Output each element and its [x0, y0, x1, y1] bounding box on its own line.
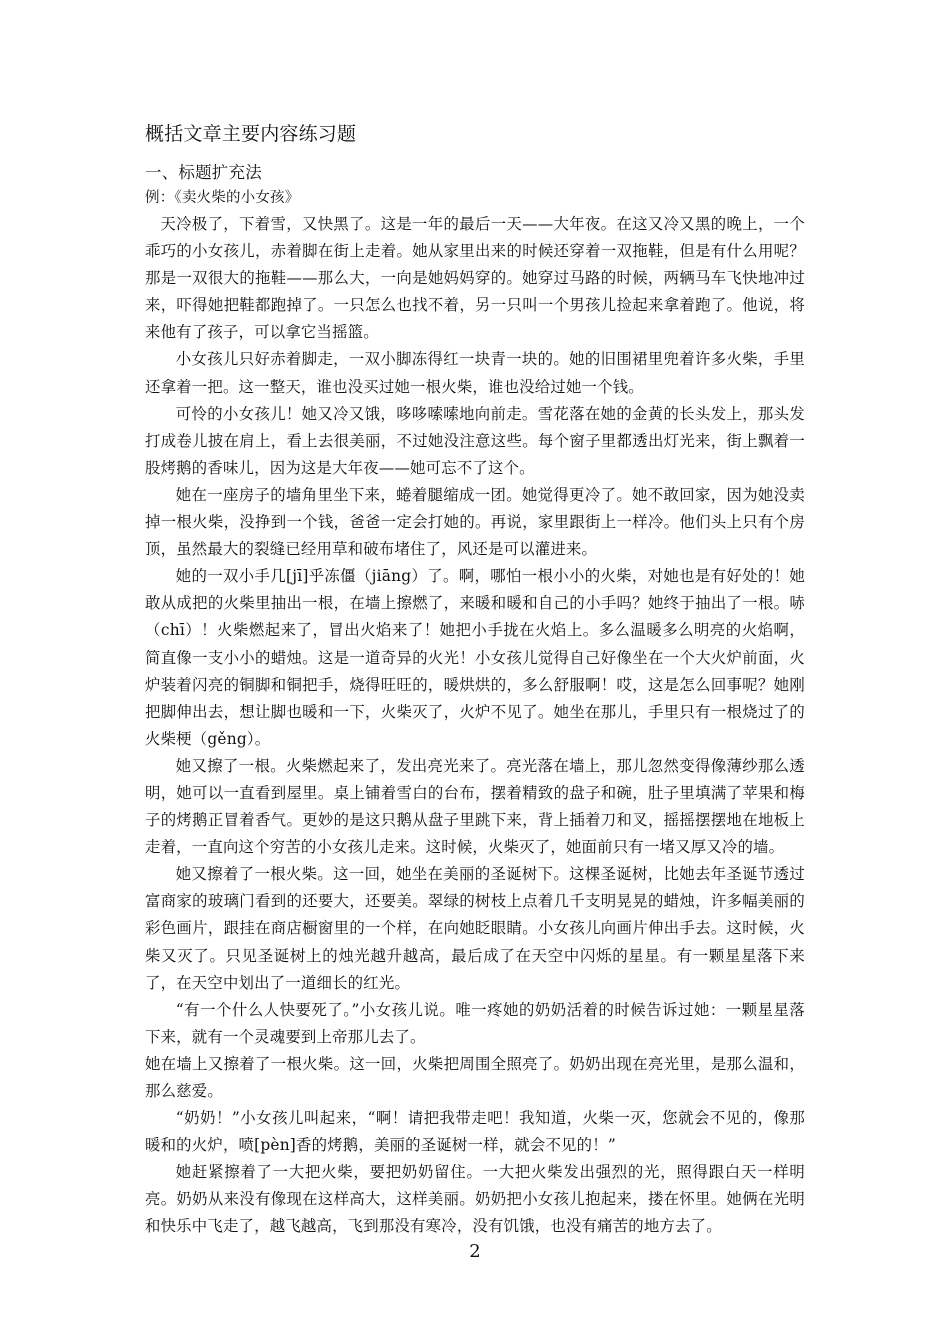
example-label: 例：《卖火柴的小女孩》	[145, 190, 300, 206]
section-heading: 一、标题扩充法	[145, 163, 262, 182]
paragraph: “奶奶！”小女孩儿叫起来，“啊！请把我带走吧！我知道，火柴一灭，您就会不见的，像那暖和的火炉，喷[pèn]香的烤鹅，美丽的圣诞树一样，就会不见的！”	[145, 1109, 805, 1155]
paragraph: 她又擦了一根。火柴燃起来了，发出亮光来了。亮光落在墙上，那儿忽然变得像薄纱那么透明，她可以一直看到屋里。桌上铺着雪白的台布，摆着精致的盘子和碗，肚子里填满了苹果和梅子的烤鹅正冒着香气。更妙的是这只鹅从盘子里跳下来，背上插着刀和叉，摇摇摆摆地在地板上走着，一直向这个穷苦的小女孩儿走来。这时候，火柴灭了，她面前只有一堵又厚又冷的墙。	[145, 756, 805, 857]
paragraph: 她又擦着了一根火柴。这一回，她坐在美丽的圣诞树下。这棵圣诞树，比她去年圣诞节透过富商家的玻璃门看到的还要大，还要美。翠绿的树枝上点着几千支明晃晃的蜡烛，许多幅美丽的彩色画片，跟挂在商店橱窗里的一个样，在向她眨眼睛。小女孩儿向画片伸出手去。这时候，火柴又灭了。只见圣诞树上的烛光越升越高，最后成了在天空中闪烁的星星。有一颗星星落下来了，在天空中划出了一道细长的红光。	[145, 865, 805, 992]
paragraph: 她在一座房子的墙角里坐下来，蜷着腿缩成一团。她觉得更冷了。她不敢回家，因为她没卖掉一根火柴，没挣到一个钱，爸爸一定会打她的。再说，家里跟街上一样冷。他们头上只有个房顶，虽然最大的裂缝已经用草和破布堵住了，风还是可以灌进来。	[145, 485, 805, 559]
page-title: 概括文章主要内容练习题	[145, 123, 357, 145]
paragraph: 她赶紧擦着了一大把火柴，要把奶奶留住。一大把火柴发出强烈的光，照得跟白天一样明亮。奶奶从来没有像现在这样高大，这样美丽。奶奶把小女孩儿抱起来，搂在怀里。她俩在光明和快乐中飞走了，越飞越高，飞到那没有寒冷，没有饥饿，也没有痛苦的地方去了。	[145, 1163, 805, 1236]
paragraph: 她在墙上又擦着了一根火柴。这一回，火柴把周围全照亮了。奶奶出现在亮光里，是那么温和，那么慈爱。	[145, 1054, 805, 1100]
paragraph: 小女孩儿只好赤着脚走，一双小脚冻得红一块青一块的。她的旧围裙里兜着许多火柴，手里还拿着一把。这一整天，谁也没买过她一根火柴，谁也没给过她一个钱。	[145, 350, 805, 396]
document-body	[145, 120, 805, 1241]
paragraph: “有一个什么人快要死了。”小女孩儿说。唯一疼她的奶奶活着的时候告诉过她：一颗星星落下来，就有一个灵魂要到上帝那儿去了。	[145, 1000, 805, 1046]
page-number: 2	[469, 1241, 481, 1262]
paragraph: 她的一双小手几[jī]乎冻僵（jiāng）了。啊，哪怕一根小小的火柴，对她也是有好处的！她敢从成把的火柴里抽出一根，在墙上擦燃了，来暖和暖和自己的小手吗？她终于抽出了一根。哧（chī）！火柴燃起来了，冒出火焰来了！她把小手拢在火焰上。多么温暖多么明亮的火焰啊，简直像一支小小的蜡烛。这是一道奇异的火光！小女孩儿觉得自己好像坐在一个大火炉前面，火炉装着闪亮的铜脚和铜把手，烧得旺旺的，暖烘烘的，多么舒服啊！哎，这是怎么回事呢？她刚把脚伸出去，想让脚也暖和一下，火柴灭了，火炉不见了。她坐在那儿，手里只有一根烧过了的火柴梗（gěng）。	[145, 567, 805, 748]
paragraph: 可怜的小女孩儿！她又冷又饿，哆哆嗦嗦地向前走。雪花落在她的金黄的长头发上，那头发打成卷儿披在肩上，看上去很美丽，不过她没注意这些。每个窗子里都透出灯光来，街上飘着一股烤鹅的香味儿，因为这是大年夜——她可忘不了这个。	[145, 404, 805, 477]
paragraph: 天冷极了，下着雪，又快黑了。这是一年的最后一天——大年夜。在这又冷又黑的晚上，一个乖巧的小女孩儿，赤着脚在街上走着。她从家里出来的时候还穿着一双拖鞋，但是有什么用呢？那是一双很大的拖鞋——那么大，一向是她妈妈穿的。她穿过马路的时候，两辆马车飞快地冲过来，吓得她把鞋都跑掉了。一只怎么也找不着，另一只叫一个男孩儿捡起来拿着跑了。他说，将来他有了孩子，可以拿它当摇篮。	[145, 215, 805, 342]
